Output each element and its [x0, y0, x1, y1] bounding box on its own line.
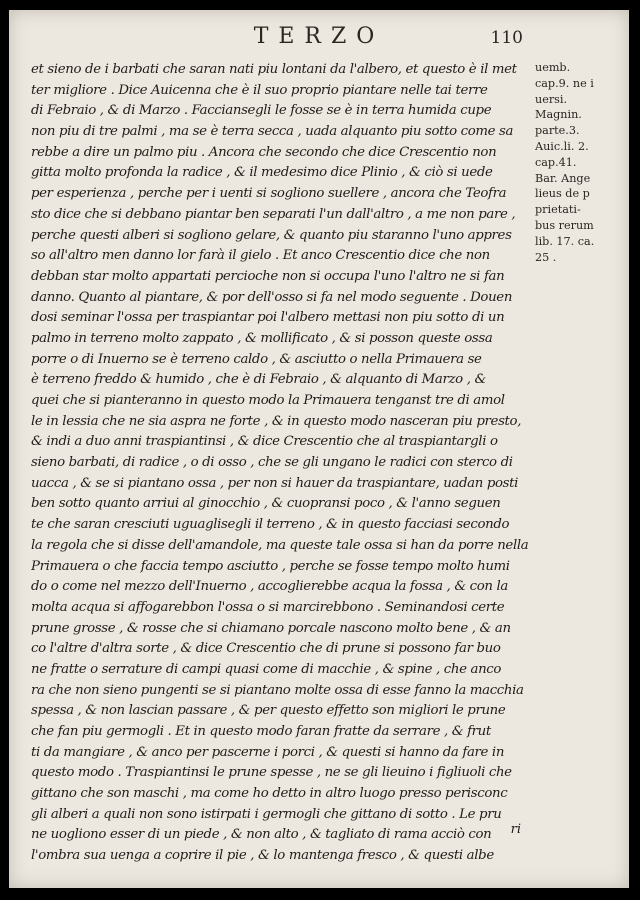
margin-note-line: uersi. — [535, 92, 568, 106]
text-line: spessa , & non lascian passare , & per questo effetto son migliori le prune — [31, 703, 506, 719]
text-line: ben sotto quanto arriui al ginocchio , & cuopransi poco , & l'anno seguen — [31, 496, 501, 512]
body-text — [31, 60, 529, 867]
margin-note-line: bus rerum — [535, 218, 594, 232]
catchword: ri — [510, 822, 521, 837]
text-line: molta acqua si affogarebbon l'ossa o si marcirebbono . Seminandosi certe — [31, 599, 505, 615]
text-line: do o come nel mezzo dell'Inuerno , accoglierebbe acqua la fossa , & con la — [31, 579, 508, 595]
page-frame — [9, 10, 629, 888]
text-line: dosi seminar l'ossa per traspiantar poi l'albero mettasi non piu sotto di un — [31, 310, 505, 326]
margin-note-line: Magnin. — [535, 108, 582, 122]
text-line: sieno barbati, di radice , o di osso , che se gli ungano le radici con sterco di — [31, 455, 513, 471]
text-line: & indi a duo anni traspiantinsi , & dice Crescentio che al traspiantargli o — [31, 434, 498, 450]
text-line: ne uogliono esser di un piede , & non alto , & tagliato di rama acciò con — [31, 827, 492, 843]
text-line: ter migliore . Dice Auicenna che è il suo proprio piantare nelle tai terre — [31, 82, 488, 98]
text-line: questo modo . Traspiantinsi le prune spesse , ne se gli lieuino i figliuoli che — [31, 765, 512, 781]
text-line: co l'altre d'altra sorte , & dice Crescentio che di prune si possono far buo — [31, 641, 501, 657]
page-number: 110 — [490, 28, 523, 48]
margin-note-line: cap.41. — [535, 155, 577, 169]
text-line: gittano che son maschi , ma come ho detto in altro luogo presso perisconc — [31, 786, 508, 802]
margin-note-line: Auic.li. 2. — [535, 139, 589, 153]
text-line: uacca , & se si piantano ossa , per non si hauer da traspiantare, uadan posti — [31, 475, 519, 491]
text-line: te che saran cresciuti uguaglisegli il terreno , & in questo facciasi secondo — [31, 517, 510, 533]
text-line: di Febraio , & di Marzo . Facciansegli le fosse se è in terra humida cupe — [31, 103, 492, 119]
text-line: le in lessia che ne sia aspra ne forte , & in questo modo nasceran piu presto, — [31, 413, 522, 429]
text-line: prune grosse , & rosse che si chiamano porcale nascono molto bene , & an — [31, 620, 511, 636]
margin-note-line: lib. 17. ca. — [535, 234, 595, 248]
text-line: so all'altro men danno lor farà il gielo . Et anco Crescentio dice che non — [31, 248, 490, 264]
text-line: ra che non sieno pungenti se si piantano molte ossa di esse fanno la macchia — [31, 682, 524, 698]
text-line: debban star molto appartati percioche non si occupa l'uno l'altro ne si fan — [31, 268, 505, 284]
running-head: TERZO — [253, 24, 385, 49]
text-line: la regola che si disse dell'amandole, ma queste tale ossa si han da porre nella — [31, 537, 529, 553]
text-line: non piu di tre palmi , ma se è terra secca , uada alquanto piu sotto come sa — [31, 124, 514, 140]
text-line: danno. Quanto al piantare, & por dell'osso si fa nel modo seguente . Douen — [31, 289, 513, 305]
text-line: quei che si pianteranno in questo modo la Primauera tenganst tre di amol — [31, 393, 505, 408]
margin-note-line: uemb. — [535, 61, 571, 74]
text-line: ne fratte o serrature di campi quasi come di macchie , & spine , che anco — [31, 661, 502, 677]
text-line: palmo in terreno molto zappato , & mollificato , & si posson queste ossa — [31, 330, 493, 346]
text-line: gitta molto profonda la radice , & il medesimo dice Plinio , & ciò si uede — [31, 165, 493, 181]
margin-notes — [535, 60, 629, 265]
text-line: per esperienza , perche per i uenti si sogliono suellere , ancora che Teofra — [31, 186, 507, 202]
text-line: gli alberi a quali non sono istirpati i germogli che gittano di sotto . Le pru — [31, 806, 502, 822]
margin-note-line: cap.9. ne i — [535, 76, 594, 90]
text-line: è terreno freddo & humido , che è di Febraio , & alquanto di Marzo , & — [31, 372, 486, 388]
text-line: l'ombra sua uenga a coprire il pie , & lo mantenga fresco , & questi albe — [31, 848, 494, 864]
margin-note-line: Bar. Ange — [535, 171, 591, 185]
text-line: et sieno de i barbati che saran nati piu lontani da l'albero, et questo è il met — [31, 62, 517, 77]
text-line: rebbe a dire un palmo piu . Ancora che secondo che dice Crescentio non — [31, 144, 497, 160]
text-line: ti da mangiare , & anco per pascerne i porci , & questi si hanno da fare in — [31, 744, 505, 760]
margin-note-line: prietati- — [535, 203, 581, 217]
margin-note-line: parte.3. — [535, 124, 580, 138]
text-line: perche questi alberi si sogliono gelare, & quanto piu staranno l'uno appres — [31, 227, 512, 243]
text-line: che fan piu germogli . Et in questo modo faran fratte da serrare , & frut — [31, 724, 491, 739]
margin-note-line: lieus de p — [535, 187, 590, 201]
text-line: porre o di Inuerno se è terreno caldo , & asciutto o nella Primauera se — [31, 351, 482, 367]
margin-note-line: 25 . — [535, 250, 557, 264]
text-line: Primauera o che faccia tempo asciutto , perche se fosse tempo molto humi — [31, 558, 510, 574]
text-line: sto dice che si debbano piantar ben separati l'un dall'altro , a me non pare , — [31, 206, 516, 222]
